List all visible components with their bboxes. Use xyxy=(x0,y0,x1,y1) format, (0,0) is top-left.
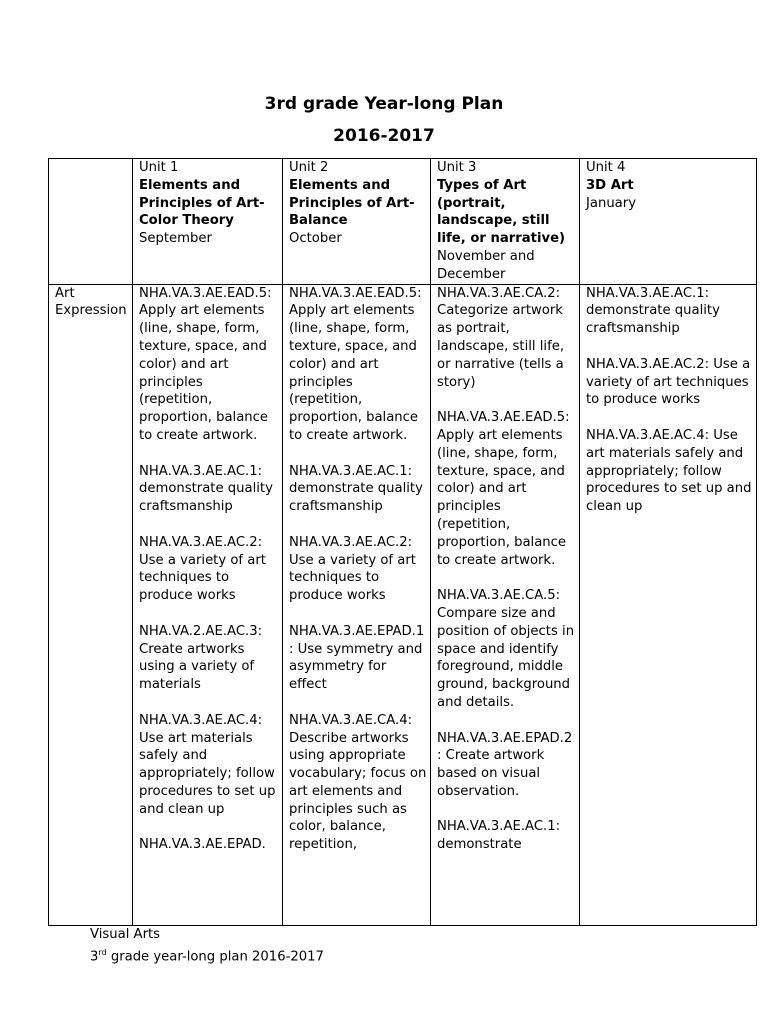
row-label-cell xyxy=(49,284,133,925)
unit-label: Unit 4 xyxy=(586,160,626,175)
standard-item: NHA.VA.3.AE.EAD.5: Apply art elements (line, shape, form, texture, space, and color) and art principles (repetition, proportion, balance to create artwork. xyxy=(437,410,574,568)
standard-item: NHA.VA.3.AE.CA.5: Compare size and position of objects in space and identify foreground, middle ground, background and details. xyxy=(437,588,579,710)
unit-label: Unit 2 xyxy=(289,160,329,175)
standard-item: NHA.VA.3.AE.AC.1: demonstrate quality craftsmanship xyxy=(139,463,278,515)
footer-plan-text: grade year-long plan 2016-2017 xyxy=(106,949,324,965)
unit-name: Types of Art (portrait, landscape, still life, or narrative) xyxy=(437,177,566,247)
year-plan-table xyxy=(48,158,757,926)
unit-1-header xyxy=(133,159,283,285)
footer-plan-title xyxy=(90,944,324,966)
unit-month: January xyxy=(586,195,636,211)
unit-name: Elements and Principles of Art- Color Theory xyxy=(139,177,265,229)
footer-ordinal-suffix: rd xyxy=(98,947,107,957)
unit-name: Elements and Principles of Art- Balance xyxy=(289,177,415,229)
footer-subject: Visual Arts xyxy=(90,927,161,942)
standard-item: NHA.VA.2.AE.AC.3: Create artworks using a variety of materials xyxy=(139,623,267,693)
unit-month: October xyxy=(289,231,342,247)
page-footer xyxy=(90,926,324,966)
standard-item: NHA.VA.3.AE.AC.2: Use a variety of art techniques to produce works xyxy=(586,356,755,408)
standard-item: NHA.VA.3.AE.AC.2: Use a variety of art techniques to produce works xyxy=(289,534,421,604)
table-header-row xyxy=(49,159,757,285)
standard-item: NHA.VA.3.AE.EAD.5: Apply art elements (line, shape, form, texture, space, and color) and art principles (repetition, proportion, balance to create artwork. xyxy=(289,285,426,443)
standard-item: NHA.VA.3.AE.EPAD. xyxy=(139,837,266,853)
standard-item: NHA.VA.3.AE.EPAD.1: Use symmetry and asymmetry for effect xyxy=(289,623,427,693)
unit-label: Unit 3 xyxy=(437,160,477,175)
row-label: Art Expression xyxy=(55,285,127,319)
unit-2-standards xyxy=(283,284,431,925)
unit-3-standards xyxy=(431,284,580,925)
unit-month: November and December xyxy=(437,248,535,282)
standard-item: NHA.VA.3.AE.EPAD.2: Create artwork based on visual observation. xyxy=(437,730,573,799)
standard-item: NHA.VA.3.AE.AC.1: demonstrate quality craftsmanship xyxy=(289,463,428,515)
standard-item: NHA.VA.3.AE.AC.4: Use art materials safely and appropriately; follow procedures to set up and clean up xyxy=(139,712,280,817)
standard-item: NHA.VA.3.AE.EAD.5: Apply art elements (line, shape, form, texture, space, and color) and art principles (repetition, proportion, balance to create artwork. xyxy=(139,285,276,443)
unit-4-header xyxy=(580,159,757,285)
unit-label: Unit 1 xyxy=(139,160,179,175)
standard-item: NHA.VA.3.AE.AC.2: Use a variety of art techniques to produce works xyxy=(139,534,271,604)
standard-item: NHA.VA.3.AE.CA.2: Categorize artwork as portrait, landscape, still life, or narrative (tells a story) xyxy=(437,285,569,390)
unit-name: 3D Art xyxy=(586,177,634,193)
header-empty-cell xyxy=(49,159,133,285)
standard-item: NHA.VA.3.AE.AC.1: demonstrate xyxy=(437,819,565,853)
unit-1-standards xyxy=(133,284,283,925)
standard-item: NHA.VA.3.AE.AC.4: Use art materials safely and appropriately; follow procedures to set up and clean up xyxy=(586,427,756,515)
footer-grade-number: 3 xyxy=(90,949,99,965)
standard-item: NHA.VA.3.AE.AC.1: demonstrate quality craftsmanship xyxy=(586,285,725,337)
document-title: 3rd grade Year-long Plan xyxy=(264,94,504,114)
unit-3-header xyxy=(431,159,580,285)
unit-month: September xyxy=(139,231,212,247)
unit-4-standards xyxy=(580,284,757,925)
standard-item: NHA.VA.3.AE.CA.4: Describe artworks using appropriate vocabulary; focus on art elements and principles such as color, balance, repetition, xyxy=(289,712,431,853)
document-year: 2016-2017 xyxy=(333,126,435,146)
unit-2-header xyxy=(283,159,431,285)
art-expression-row xyxy=(49,284,757,925)
